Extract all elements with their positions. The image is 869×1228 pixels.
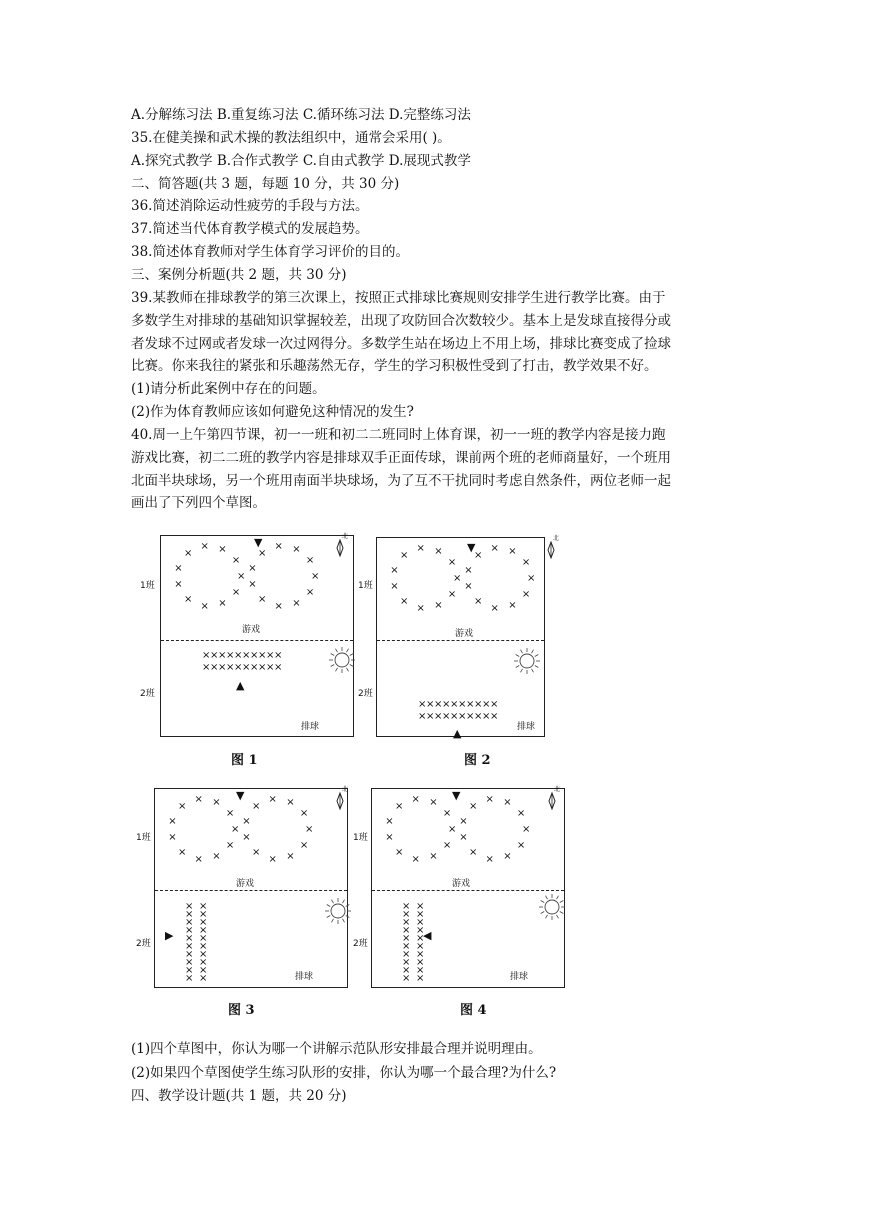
north-label: 北: [554, 786, 561, 793]
text-line: 画出了下列四个草图。: [131, 495, 266, 512]
student-mark: ×: [286, 851, 295, 863]
student-mark: ×: [268, 794, 277, 806]
student-mark: ×: [402, 925, 411, 936]
student-mark: ×: [485, 794, 494, 806]
student-mark: ×: [503, 851, 512, 863]
text-line: 游戏比赛，初二二班的教学内容是排球双手正面传球，课前两个班的老师商量好，一个班用: [131, 449, 671, 466]
student-mark: ×: [185, 925, 194, 936]
student-mark: ×: [390, 564, 399, 576]
student-mark: ×: [274, 541, 283, 553]
student-mark: ×: [411, 853, 420, 865]
student-mark: ×: [174, 562, 183, 574]
student-mark: ×: [248, 579, 257, 591]
student-mark: ×: [426, 711, 435, 722]
student-mark: ×: [311, 571, 320, 582]
student-mark: ×: [199, 933, 208, 944]
student-mark: ×: [185, 941, 194, 952]
student-mark: ×: [199, 973, 208, 984]
student-mark: ×: [434, 545, 443, 557]
figure-4: [350, 783, 590, 1023]
sun-icon: [324, 897, 352, 929]
figure-3: [130, 783, 365, 1023]
student-mark: ×: [490, 711, 499, 722]
student-mark: ×: [450, 711, 459, 722]
student-mark: ×: [185, 973, 194, 984]
student-mark: ×: [402, 909, 411, 920]
teacher-triangle-down-icon: ▼: [254, 536, 263, 549]
student-mark: ×: [212, 796, 221, 808]
student-mark: ×: [226, 650, 235, 661]
student-mark: ×: [248, 562, 257, 574]
center-dashed-line: [377, 640, 544, 641]
student-mark: ×: [442, 711, 451, 722]
teacher-triangle-right-icon: ▶: [165, 929, 174, 942]
teacher-triangle-down-icon: ▼: [452, 789, 461, 802]
student-mark: ×: [450, 699, 459, 710]
student-mark: ×: [274, 662, 283, 673]
class2-label: 2班: [353, 939, 368, 949]
student-mark: ×: [218, 662, 227, 673]
student-mark: ×: [185, 957, 194, 968]
compass-icon: [548, 791, 578, 819]
student-mark: ×: [202, 662, 211, 673]
text-line: (1)请分析此案例中存在的问题。: [131, 381, 326, 398]
student-mark: ×: [212, 851, 221, 863]
north-label: 北: [553, 535, 560, 542]
student-mark: ×: [442, 807, 452, 819]
student-mark: ×: [305, 824, 314, 835]
student-mark: ×: [274, 650, 283, 661]
student-mark: ×: [185, 909, 194, 920]
student-mark: ×: [482, 699, 491, 710]
center-dashed-line: [372, 890, 564, 891]
student-mark: ×: [402, 941, 411, 952]
student-mark: ×: [168, 832, 177, 844]
student-mark: ×: [464, 581, 473, 593]
student-mark: ×: [458, 699, 467, 710]
student-mark: ×: [185, 901, 194, 912]
student-mark: ×: [210, 662, 219, 673]
student-mark: ×: [184, 548, 193, 560]
student-mark: ×: [416, 965, 425, 976]
student-mark: ×: [231, 587, 241, 599]
student-mark: ×: [416, 957, 425, 968]
student-mark: ×: [402, 917, 411, 928]
student-mark: ×: [385, 815, 394, 827]
student-mark: ×: [274, 600, 283, 612]
student-mark: ×: [402, 933, 411, 944]
student-mark: ×: [474, 550, 483, 562]
figure-2: [355, 530, 585, 770]
student-mark: ×: [416, 933, 425, 944]
student-mark: ×: [258, 593, 267, 605]
compass-icon: [547, 540, 577, 568]
text-line: (2)如果四个草图使学生练习队形的安排，你认为哪一个最合理?为什么?: [131, 1064, 557, 1081]
student-mark: ×: [234, 650, 243, 661]
figure-caption: 图 1: [231, 753, 258, 768]
court: [160, 535, 354, 737]
student-mark: ×: [390, 581, 399, 593]
text-line: 四、教学设计题(共 1 题，共 20 分): [131, 1088, 347, 1104]
student-mark: ×: [474, 595, 483, 607]
student-mark: ×: [474, 699, 483, 710]
student-mark: ×: [490, 543, 499, 555]
student-mark: ×: [516, 840, 526, 852]
student-mark: ×: [185, 933, 194, 944]
student-mark: ×: [485, 853, 494, 865]
student-mark: ×: [402, 973, 411, 984]
student-mark: ×: [416, 973, 425, 984]
student-mark: ×: [200, 541, 209, 553]
student-mark: ×: [185, 949, 194, 960]
student-mark: ×: [250, 650, 259, 661]
student-mark: ×: [447, 556, 457, 568]
student-mark: ×: [178, 846, 187, 858]
teacher-triangle-down-icon: ▼: [236, 789, 245, 802]
text-line: 36.简述消除运动性疲劳的手段与方法。: [131, 198, 369, 215]
student-mark: ×: [199, 957, 208, 968]
text-line: 37.简述当代体育教学模式的发展趋势。: [131, 221, 369, 238]
student-mark: ×: [411, 794, 420, 806]
student-mark: ×: [305, 587, 315, 599]
student-mark: ×: [458, 711, 467, 722]
student-mark: ×: [237, 571, 246, 582]
student-mark: ×: [184, 593, 193, 605]
student-mark: ×: [218, 650, 227, 661]
student-mark: ×: [418, 699, 427, 710]
student-mark: ×: [490, 602, 499, 614]
student-mark: ×: [199, 941, 208, 952]
north-label: 北: [342, 786, 349, 793]
center-dashed-line: [161, 640, 353, 641]
student-mark: ×: [299, 807, 309, 819]
student-mark: ×: [416, 941, 425, 952]
student-mark: ×: [418, 711, 427, 722]
student-mark: ×: [521, 589, 531, 601]
student-mark: ×: [416, 543, 425, 555]
text-line: 38.简述体育教师对学生体育学习评价的目的。: [131, 244, 409, 261]
student-mark: ×: [416, 917, 425, 928]
student-mark: ×: [218, 598, 227, 610]
student-mark: ×: [194, 853, 203, 865]
student-mark: ×: [210, 650, 219, 661]
game-label: 游戏: [236, 879, 255, 889]
text-line: A.探究式教学 B.合作式教学 C.自由式教学 D.展现式教学: [131, 152, 471, 169]
student-mark: ×: [242, 662, 251, 673]
student-mark: ×: [199, 925, 208, 936]
game-label: 游戏: [455, 629, 474, 639]
student-mark: ×: [292, 543, 301, 555]
student-mark: ×: [416, 949, 425, 960]
student-mark: ×: [442, 699, 451, 710]
student-mark: ×: [434, 711, 443, 722]
class1-label: 1班: [353, 833, 368, 843]
student-mark: ×: [402, 901, 411, 912]
student-mark: ×: [199, 917, 208, 928]
text-line: 多数学生对排球的基础知识掌握较差，出现了攻防回合次数较少。基本上是发球直接得分或: [131, 312, 671, 329]
student-mark: ×: [231, 824, 240, 835]
student-mark: ×: [469, 846, 478, 858]
volleyball-label: 排球: [517, 722, 536, 732]
student-mark: ×: [464, 564, 473, 576]
student-mark: ×: [178, 801, 187, 813]
student-mark: ×: [218, 543, 227, 555]
text-line: 二、简答题(共 3 题，每题 10 分，共 30 分): [131, 175, 400, 192]
student-mark: ×: [305, 554, 315, 566]
sun-icon: [513, 647, 541, 679]
student-mark: ×: [185, 917, 194, 928]
student-mark: ×: [448, 824, 457, 835]
text-line: 39.某教师在排球教学的第三次课上，按照正式排球比赛规则安排学生进行教学比赛。由于: [131, 289, 666, 306]
student-mark: ×: [416, 901, 425, 912]
student-mark: ×: [402, 949, 411, 960]
volleyball-label: 排球: [295, 972, 314, 982]
student-mark: ×: [434, 600, 443, 612]
student-mark: ×: [442, 840, 452, 852]
student-mark: ×: [258, 650, 267, 661]
text-line: 北面半块球场，另一个班用南面半块球场，为了互不干扰同时考虑自然条件，两位老师一起: [131, 472, 671, 489]
student-mark: ×: [268, 853, 277, 865]
student-mark: ×: [395, 801, 404, 813]
student-mark: ×: [199, 901, 208, 912]
student-mark: ×: [252, 801, 261, 813]
student-mark: ×: [516, 807, 526, 819]
student-mark: ×: [266, 650, 275, 661]
text-line: A.分解练习法 B.重复练习法 C.循环练习法 D.完整练习法: [131, 107, 471, 123]
student-mark: ×: [426, 699, 435, 710]
student-mark: ×: [199, 949, 208, 960]
student-mark: ×: [416, 602, 425, 614]
student-mark: ×: [402, 965, 411, 976]
class1-label: 1班: [136, 833, 151, 843]
student-mark: ×: [400, 550, 409, 562]
text-line: 比赛。你来我往的紧张和乐趣荡然无存，学生的学习积极性受到了打击，教学效果不好。: [131, 358, 658, 375]
student-mark: ×: [292, 598, 301, 610]
student-mark: ×: [185, 965, 194, 976]
game-label: 游戏: [242, 625, 261, 635]
student-mark: ×: [459, 832, 468, 844]
student-mark: ×: [508, 600, 517, 612]
figure-caption: 图 2: [464, 753, 491, 768]
student-mark: ×: [286, 796, 295, 808]
student-mark: ×: [258, 548, 267, 560]
student-mark: ×: [490, 699, 499, 710]
student-mark: ×: [447, 589, 457, 601]
student-mark: ×: [242, 832, 251, 844]
student-mark: ×: [434, 699, 443, 710]
volleyball-label: 排球: [301, 722, 320, 732]
student-mark: ×: [453, 573, 462, 584]
student-mark: ×: [194, 794, 203, 806]
text-line: (1)四个草图中，你认为哪一个讲解示范队形安排最合理并说明理由。: [131, 1041, 542, 1057]
student-mark: ×: [522, 824, 531, 835]
student-mark: ×: [174, 579, 183, 591]
student-mark: ×: [225, 807, 235, 819]
class1-label: 1班: [140, 581, 155, 591]
text-line: 40.周一上午第四节课，初一一班和初二二班同时上体育课，初一一班的教学内容是接力跑: [131, 426, 666, 443]
teacher-triangle-down-icon: ▼: [467, 541, 476, 554]
text-line: 35.在健美操和武术操的教法组织中，通常会采用( )。: [131, 129, 451, 146]
student-mark: ×: [402, 957, 411, 968]
text-line: 者发球不过网或者发球一次过网得分。多数学生站在场边上不用上场，排球比赛变成了捡球: [131, 335, 671, 352]
class2-label: 2班: [140, 689, 155, 699]
student-mark: ×: [474, 711, 483, 722]
student-mark: ×: [231, 554, 241, 566]
student-mark: ×: [234, 662, 243, 673]
student-mark: ×: [200, 600, 209, 612]
sun-icon: [538, 893, 566, 925]
figure-caption: 图 4: [460, 1003, 487, 1018]
student-mark: ×: [168, 815, 177, 827]
sun-icon: [328, 646, 356, 678]
figure-1: [130, 530, 360, 770]
game-label: 游戏: [452, 879, 471, 889]
student-mark: ×: [429, 851, 438, 863]
student-mark: ×: [226, 662, 235, 673]
student-mark: ×: [395, 846, 404, 858]
class2-label: 2班: [358, 689, 373, 699]
text-line: 三、案例分析题(共 2 题，共 30 分): [131, 266, 347, 283]
student-mark: ×: [469, 801, 478, 813]
student-mark: ×: [466, 711, 475, 722]
student-mark: ×: [258, 662, 267, 673]
volleyball-label: 排球: [510, 972, 529, 982]
center-dashed-line: [155, 890, 347, 891]
student-mark: ×: [242, 815, 251, 827]
student-mark: ×: [202, 650, 211, 661]
student-mark: ×: [242, 650, 251, 661]
north-label: 北: [342, 533, 349, 540]
student-mark: ×: [416, 925, 425, 936]
student-mark: ×: [508, 545, 517, 557]
figure-caption: 图 3: [228, 1003, 255, 1018]
student-mark: ×: [299, 840, 309, 852]
class2-label: 2班: [136, 939, 151, 949]
student-mark: ×: [385, 832, 394, 844]
student-mark: ×: [482, 711, 491, 722]
teacher-triangle-up-icon: ▲: [236, 679, 245, 692]
student-mark: ×: [521, 556, 531, 568]
student-mark: ×: [199, 909, 208, 920]
student-mark: ×: [199, 965, 208, 976]
class1-label: 1班: [358, 581, 373, 591]
student-mark: ×: [416, 909, 425, 920]
student-mark: ×: [466, 699, 475, 710]
student-mark: ×: [225, 840, 235, 852]
student-mark: ×: [252, 846, 261, 858]
student-mark: ×: [527, 573, 536, 584]
teacher-triangle-up-icon: ▲: [453, 727, 462, 740]
student-mark: ×: [266, 662, 275, 673]
student-mark: ×: [429, 796, 438, 808]
student-mark: ×: [400, 595, 409, 607]
student-mark: ×: [503, 796, 512, 808]
teacher-triangle-left-icon: ◀: [423, 929, 432, 942]
text-line: (2)作为体育教师应该如何避免这种情况的发生?: [131, 404, 414, 421]
student-mark: ×: [250, 662, 259, 673]
student-mark: ×: [459, 815, 468, 827]
